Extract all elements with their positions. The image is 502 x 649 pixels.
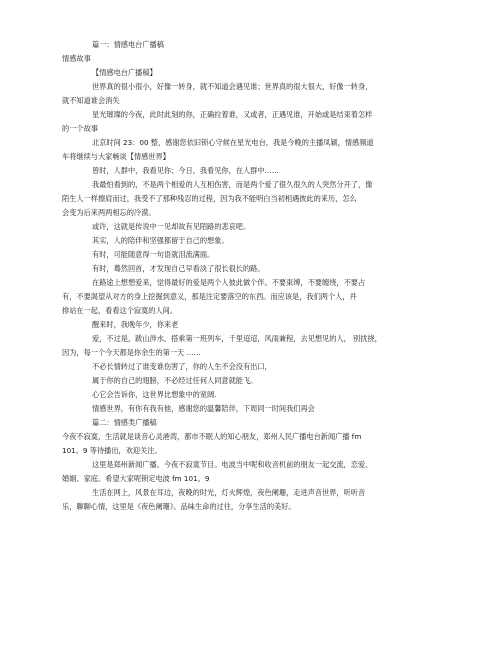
paragraph-line: 心它会告诉你，这世界比想象中的宽阔. [92, 390, 217, 399]
paragraph-line: 世界真的很小很小，好像一转身，就不知道会遇见谁；世界真的很大很大，好像一转身， [92, 82, 373, 91]
paragraph-line: 北京时间 23：00 整，感谢您依旧锁心守候在星光电台，我是今晚的主播凤颖，情感频道 [92, 138, 374, 147]
article-one-title: 篇一：情感电台广播稿 [92, 40, 164, 49]
paragraph-line: 排站在一起，看看这个寂寞的人间。 [62, 306, 178, 315]
article-two-title: 篇二：情感类广播稿 [92, 418, 157, 427]
paragraph-line: 我最怕看到的，不是两个相爱的人互相伤害，而是两个爱了很久很久的人突然分开了，像 [92, 180, 373, 189]
paragraph-line: 101。9 等待播出，欢迎关注。 [62, 446, 162, 455]
paragraph-line: 这里是郑州新闻广播。今夜不寂寞节目。电波当中呢和收音机前的朋友一起交流，恋爱、 [92, 460, 373, 469]
paragraph-line: 婚姻、家庭。希望大家呢锁定电波 fm 101。9 [62, 474, 210, 483]
paragraph-line: 情感世界，有你有我有他，感谢您的温馨陪伴，下周同一时间我们再会 [92, 404, 315, 413]
paragraph-line: 车将继续与大家畅谈【情感世界】 [62, 152, 170, 161]
paragraph-line: 在路途上想想爱来，觉得最好的爱是两个人彼此做个伴。不要束缚，不要缠绕，不要占 [92, 278, 366, 287]
paragraph-line: 醒来时，我晚年少，你来老 [92, 320, 179, 329]
paragraph-line: 就不知道谁会消失 [62, 96, 120, 105]
paragraph-line: 有时，可能随意得一句语就泪流满面。 [92, 250, 215, 259]
paragraph-line: 今夜不寂寞，生活就是谈音心灵港湾，都市不眠人的知心朋友，郑州人民广播电台新闻广播 fm [62, 432, 362, 441]
paragraph-line: 或许，这就是传说中一见却故有见陌路的悲哀吧。 [92, 222, 251, 231]
paragraph-line: 生活在网上，风景在耳边，夜晚的时光，灯火辉煌，夜色阑珊，走进声音世界，听听音 [92, 488, 366, 497]
paragraph-line: 属于你的自己的翅膀，不必经过任何人同意就能飞。 [92, 376, 258, 385]
paragraph-line: 星光璀璨的今夜，此时此刻的你，正确拉着谁，又或者，正遇见谁，开始或是结束着怎样 [92, 110, 373, 119]
paragraph-line: 有时，蓦然回首，才发现自己早看淡了很长很长的路。 [92, 264, 265, 273]
paragraph-line: 陌生人一样擦肩而过，我受不了那种残忍的过程，因为我不能明白当初相遇彼此的来历，怎么 [62, 194, 357, 203]
paragraph-line: 不必长情转过了谁变谁伤害了，你的人生不会没有出口， [92, 362, 272, 371]
section-label: 情感故事 [62, 54, 91, 63]
paragraph-line: 其实，人的陪伴和坚强都留于自己的想象。 [92, 236, 229, 245]
paragraph-line: 有，不要渴望从对方的身上挖掘到意义，那是注定要落空的东西。而应该是，我们两个人，并 [62, 292, 357, 301]
paragraph-line: 因为，每一个今天都是你余生的第一天 …… [62, 348, 201, 357]
paragraph-line: 【情感电台广播稿】 [92, 68, 157, 77]
paragraph-line: 爱，不过是，跋山涉水，搭乘第一班列车，千里迢迢，风雨兼程，去见想见的人， 别扰挠， [92, 334, 382, 343]
paragraph-line: 的一个故事 [62, 124, 98, 133]
paragraph-line: 乐，聊聊心情，这里是《夜色阑珊》。品味生命的过往，分享生活的美好。 [62, 502, 296, 511]
paragraph-line: 曾时，人群中，我看见你；今日，我看见你，在人群中…… [92, 166, 279, 175]
paragraph-line: 会变为后来两两相忘的冷漠。 [62, 208, 156, 217]
